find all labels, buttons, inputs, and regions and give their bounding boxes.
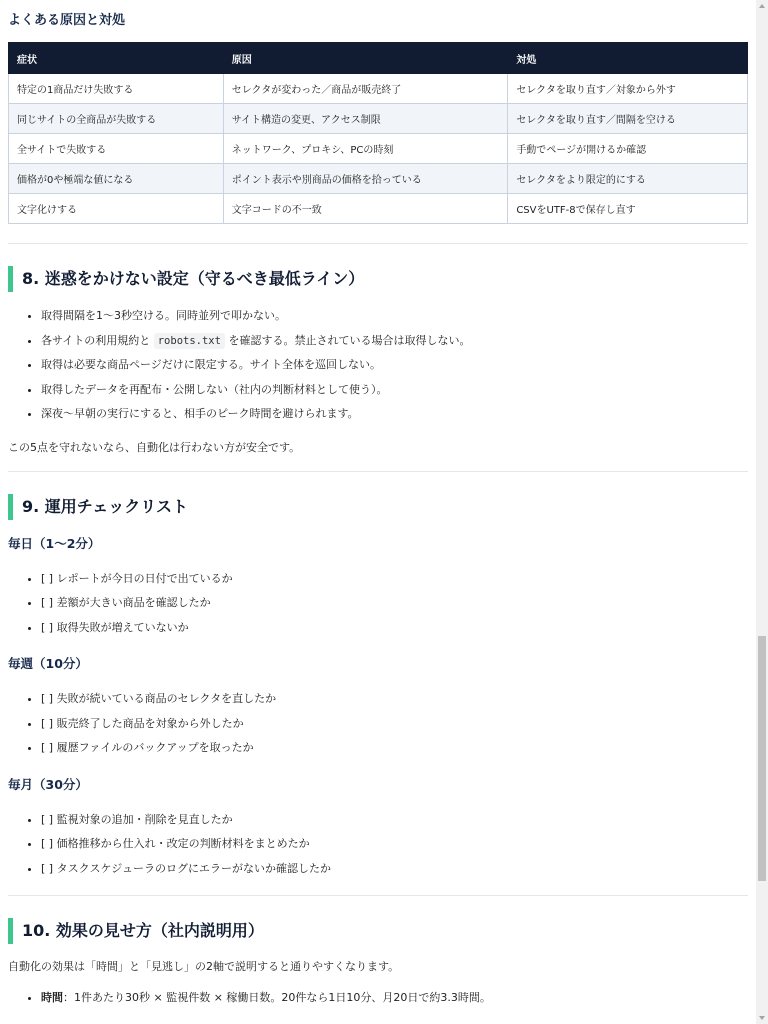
section-divider	[8, 895, 748, 896]
table-cell: 全サイトで失敗する	[9, 134, 224, 164]
monthly-heading: 毎月（30分）	[8, 776, 88, 792]
list-item: • 深夜〜早朝の実行にすると、相手のピーク時間を避けられます。	[41, 402, 748, 427]
table-cell: 特定の1商品だけ失敗する	[9, 74, 224, 104]
daily-checklist	[8, 567, 748, 641]
section-8-note: この5点を守れないなら、自動化は行わない方が安全です。	[8, 440, 301, 454]
section-divider	[8, 243, 748, 244]
section-8-list	[8, 304, 748, 427]
section-divider	[8, 471, 748, 472]
scroll-down-arrow-icon[interactable]	[759, 1016, 765, 1020]
list-item: • 取得は必要な商品ページだけに限定する。サイト全体を巡回しない。	[41, 353, 748, 378]
table-row	[9, 164, 748, 194]
checklist-item: • [ ] 価格推移から仕入れ・改定の判断材料をまとめたか	[41, 832, 748, 857]
scrollbar-thumb[interactable]	[758, 636, 766, 881]
weekly-heading: 毎週（10分）	[8, 656, 88, 671]
column-header: 原因	[223, 43, 508, 74]
checklist-item: • [ ] 履歴ファイルのバックアップを取ったか	[41, 736, 748, 761]
table-row	[9, 134, 748, 164]
table-cell: 文字化けする	[9, 194, 224, 224]
weekly-checklist	[8, 687, 748, 761]
section-8-heading: 8. 迷惑をかけない設定（守るべき最低ライン）	[8, 266, 748, 292]
table-cell: セレクタをより限定的にする	[508, 164, 748, 194]
table-cell: 手動でページが開けるか確認	[508, 134, 748, 164]
daily-heading: 毎日（1〜2分）	[8, 535, 101, 551]
checklist-item: • [ ] 取得失敗が増えていないか	[41, 616, 748, 641]
table-cell: セレクタが変わった／商品が販売終了	[223, 74, 508, 104]
table-cell: 同じサイトの全商品が失敗する	[9, 104, 224, 134]
table-cell: サイト構造の変更、アクセス制限	[223, 104, 508, 134]
table-cell: ネットワーク、プロキシ、PCの時刻	[223, 134, 508, 164]
list-item: • 取得したデータを再配布・公開しない（社内の判断材料として使う）。	[41, 378, 748, 403]
column-header: 症状	[9, 43, 224, 74]
list-item: • 取得間隔を1〜3秒空ける。同時並列で叩かない。	[41, 304, 748, 329]
table-cell: セレクタを取り直す／間隔を空ける	[508, 104, 748, 134]
column-header: 対処	[508, 43, 748, 74]
section-10-list	[8, 986, 748, 1011]
scroll-up-arrow-icon[interactable]	[759, 4, 765, 8]
table-row	[9, 194, 748, 224]
table-row	[9, 74, 748, 104]
list-item	[41, 986, 748, 1011]
troubleshoot-heading: よくある原因と対処	[8, 13, 126, 28]
table-header-row	[9, 43, 748, 74]
table-cell: セレクタを取り直す／対象から外す	[508, 74, 748, 104]
table-cell: CSVをUTF-8で保存し直す	[508, 194, 748, 224]
section-10-heading: 10. 効果の見せ方（社内説明用）	[8, 918, 748, 944]
robots-text-before: 各サイトの利用規約と	[41, 333, 154, 347]
checklist-item: • [ ] レポートが今日の日付で出ているか	[41, 567, 748, 592]
time-label: 時間	[41, 991, 63, 1004]
table-cell: 価格が0や極端な値になる	[9, 164, 224, 194]
table-cell: ポイント表示や別商品の価格を拾っている	[223, 164, 508, 194]
checklist-item: • [ ] 差額が大きい商品を確認したか	[41, 591, 748, 616]
vertical-scrollbar[interactable]	[756, 0, 768, 1024]
section-9-heading: 9. 運用チェックリスト	[8, 494, 748, 520]
table-cell: 文字コードの不一致	[223, 194, 508, 224]
monthly-checklist	[8, 808, 748, 882]
list-item	[41, 329, 748, 354]
troubleshoot-table	[8, 42, 748, 224]
table-row	[9, 104, 748, 134]
section-10-intro: 自動化の効果は「時間」と「見逃し」の2軸で説明すると通りやすくなります。	[8, 960, 400, 973]
checklist-item: • [ ] タスクスケジューラのログにエラーがないか確認したか	[41, 857, 748, 882]
checklist-item: • [ ] 監視対象の追加・削除を見直したか	[41, 808, 748, 833]
checklist-item: • [ ] 失敗が続いている商品のセレクタを直したか	[41, 687, 748, 712]
time-text: ：1件あたり30秒 × 監視件数 × 稼働日数。20件なら1日10分、月20日で約3.3時間。	[63, 991, 491, 1004]
robots-code: robots.txt	[154, 333, 225, 349]
checklist-item: • [ ] 販売終了した商品を対象から外したか	[41, 712, 748, 737]
robots-text-after: を確認する。禁止されている場合は取得しない。	[224, 333, 471, 347]
